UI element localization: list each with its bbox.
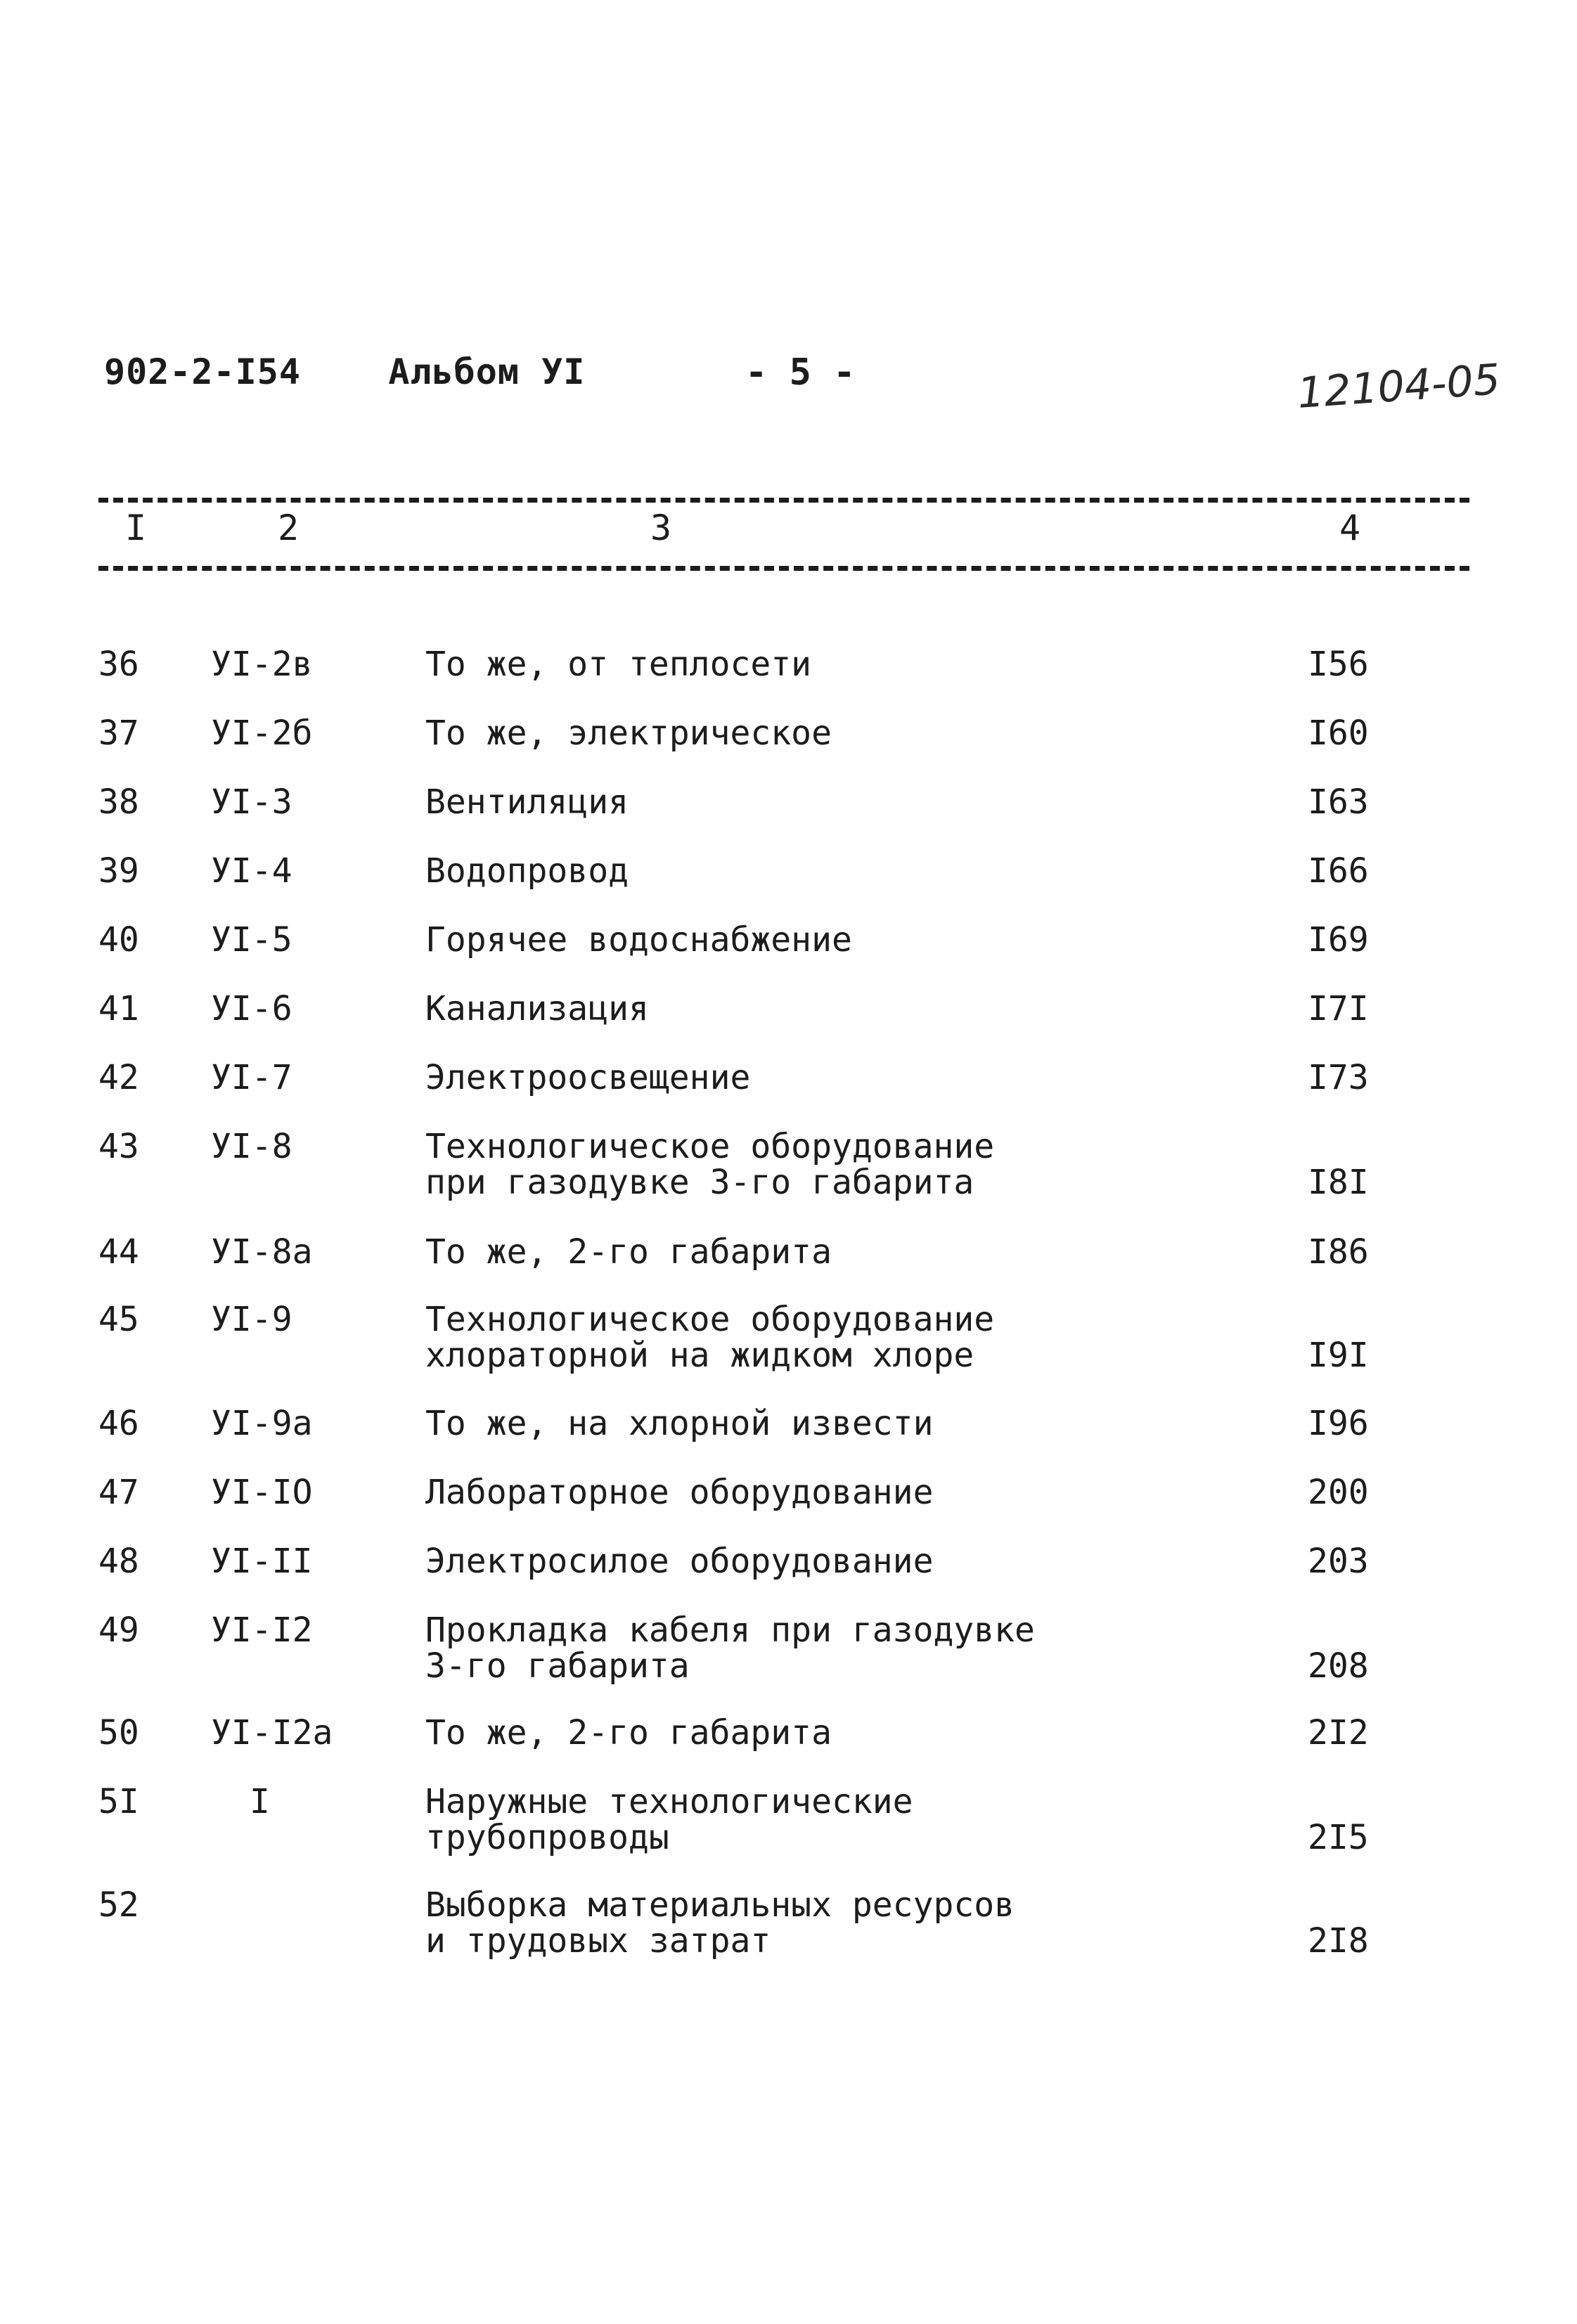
row-number: 36 bbox=[98, 645, 139, 684]
table-top-rule bbox=[98, 498, 1469, 503]
row-code: УI-8 bbox=[211, 1127, 292, 1166]
row-number: 37 bbox=[98, 714, 139, 753]
row-title-line: Выборка материальных ресурсов bbox=[425, 1885, 1015, 1925]
row-title-line: Технологическое оборудование bbox=[425, 1127, 995, 1166]
row-title-line: Водопровод bbox=[425, 851, 629, 891]
row-number: 5I bbox=[98, 1782, 139, 1821]
row-page: 200 bbox=[1308, 1473, 1369, 1512]
row-title-line: и трудовых затрат bbox=[425, 1921, 771, 1961]
row-page: I56 bbox=[1308, 645, 1369, 684]
row-title-line: Вентиляция bbox=[425, 782, 629, 822]
row-title bbox=[425, 647, 811, 683]
row-number: 45 bbox=[98, 1300, 139, 1339]
row-title-line: при газодувке 3-го габарита bbox=[425, 1163, 974, 1202]
row-code: УI-5 bbox=[211, 920, 292, 960]
row-title bbox=[425, 1544, 933, 1580]
column-header-1: I bbox=[125, 508, 147, 548]
row-title bbox=[425, 1610, 1035, 1686]
row-page: I9I bbox=[1308, 1336, 1369, 1375]
row-title bbox=[425, 853, 629, 889]
row-title bbox=[425, 1234, 832, 1270]
row-number: 39 bbox=[98, 851, 139, 891]
row-code: УI-2в bbox=[211, 645, 313, 684]
row-page: I60 bbox=[1308, 714, 1369, 753]
row-title bbox=[425, 1129, 994, 1201]
row-title-line: То же, 2-го габарита bbox=[425, 1713, 832, 1752]
row-number: 50 bbox=[98, 1713, 139, 1752]
row-title bbox=[425, 922, 852, 958]
row-title bbox=[425, 991, 649, 1027]
row-page: 2I8 bbox=[1308, 1921, 1369, 1961]
row-page: I8I bbox=[1308, 1163, 1369, 1202]
row-title-line: хлораторной на жидком хлоре bbox=[425, 1336, 974, 1375]
row-title-line: Лабораторное оборудование bbox=[425, 1473, 934, 1512]
row-code: УI-2б bbox=[211, 714, 313, 753]
row-title bbox=[425, 1060, 750, 1096]
row-number: 46 bbox=[98, 1404, 139, 1443]
row-code: УI-3 bbox=[211, 782, 292, 822]
row-number: 41 bbox=[98, 989, 139, 1028]
page-number: - 5 - bbox=[745, 351, 856, 394]
row-code: УI-II bbox=[211, 1542, 313, 1581]
row-title-line: То же, на хлорной извести bbox=[425, 1404, 934, 1443]
row-number: 38 bbox=[98, 782, 139, 822]
row-page: I73 bbox=[1308, 1058, 1369, 1097]
row-code: УI-8а bbox=[211, 1232, 313, 1272]
row-title-line: Электроосвещение bbox=[425, 1058, 751, 1097]
album-label: Альбом УI bbox=[388, 351, 586, 392]
row-title bbox=[425, 1784, 913, 1856]
row-number: 52 bbox=[98, 1885, 139, 1925]
row-title-line: Электросилое оборудование bbox=[425, 1542, 934, 1581]
handwritten-code: 12104-05 bbox=[1295, 355, 1502, 418]
row-number: 43 bbox=[98, 1127, 139, 1166]
document-header bbox=[104, 351, 585, 392]
row-title-line: Наружные технологические bbox=[425, 1782, 913, 1821]
row-title bbox=[425, 1475, 933, 1511]
row-title-line: 3-го габарита bbox=[425, 1646, 690, 1686]
row-title bbox=[425, 782, 629, 822]
row-number: 47 bbox=[98, 1473, 139, 1512]
column-header-2: 2 bbox=[278, 508, 300, 548]
row-code: УI-7 bbox=[211, 1058, 292, 1097]
row-title bbox=[425, 716, 832, 751]
row-code: I bbox=[250, 1782, 270, 1821]
row-code: УI-9а bbox=[211, 1404, 313, 1443]
row-code: УI-9 bbox=[211, 1300, 292, 1339]
row-title-line: То же, 2-го габарита bbox=[425, 1232, 832, 1272]
document-reference: 902-2-I54 bbox=[104, 351, 301, 392]
row-page: 2I5 bbox=[1308, 1818, 1369, 1857]
row-title-line: трубопроводы bbox=[425, 1818, 669, 1857]
row-page: I66 bbox=[1308, 851, 1369, 891]
row-page: 2I2 bbox=[1308, 1713, 1369, 1752]
row-number: 49 bbox=[98, 1610, 139, 1650]
row-title bbox=[425, 1302, 994, 1374]
row-code: УI-I2 bbox=[211, 1610, 313, 1650]
row-number: 40 bbox=[98, 920, 139, 960]
row-title-line: То же, от теплосети bbox=[425, 645, 812, 684]
row-number: 44 bbox=[98, 1232, 139, 1272]
row-title-line: Канализация bbox=[425, 989, 649, 1028]
row-title-line: Технологическое оборудование bbox=[425, 1300, 995, 1339]
row-title-line: Прокладка кабеля при газодувке bbox=[425, 1610, 1035, 1650]
row-page: 208 bbox=[1308, 1646, 1369, 1686]
row-title bbox=[425, 1715, 832, 1751]
row-page: 203 bbox=[1308, 1542, 1369, 1581]
row-page: I69 bbox=[1308, 920, 1369, 960]
row-page: I96 bbox=[1308, 1404, 1369, 1443]
row-title-line: То же, электрическое bbox=[425, 714, 832, 753]
row-number: 42 bbox=[98, 1058, 139, 1097]
column-header-3: 3 bbox=[650, 508, 672, 548]
row-page: I86 bbox=[1308, 1232, 1369, 1272]
row-page: I63 bbox=[1308, 782, 1369, 822]
row-title bbox=[425, 1406, 933, 1442]
row-page: I7I bbox=[1308, 989, 1369, 1028]
row-number: 48 bbox=[98, 1542, 139, 1581]
row-title bbox=[425, 1887, 1015, 1959]
row-title-line: Горячее водоснабжение bbox=[425, 920, 852, 960]
column-header-4: 4 bbox=[1339, 508, 1361, 548]
row-code: УI-I2а bbox=[211, 1713, 333, 1752]
table-header-rule bbox=[98, 566, 1469, 571]
row-code: УI-IO bbox=[211, 1473, 313, 1512]
row-code: УI-6 bbox=[211, 989, 292, 1028]
row-code: УI-4 bbox=[211, 851, 292, 891]
